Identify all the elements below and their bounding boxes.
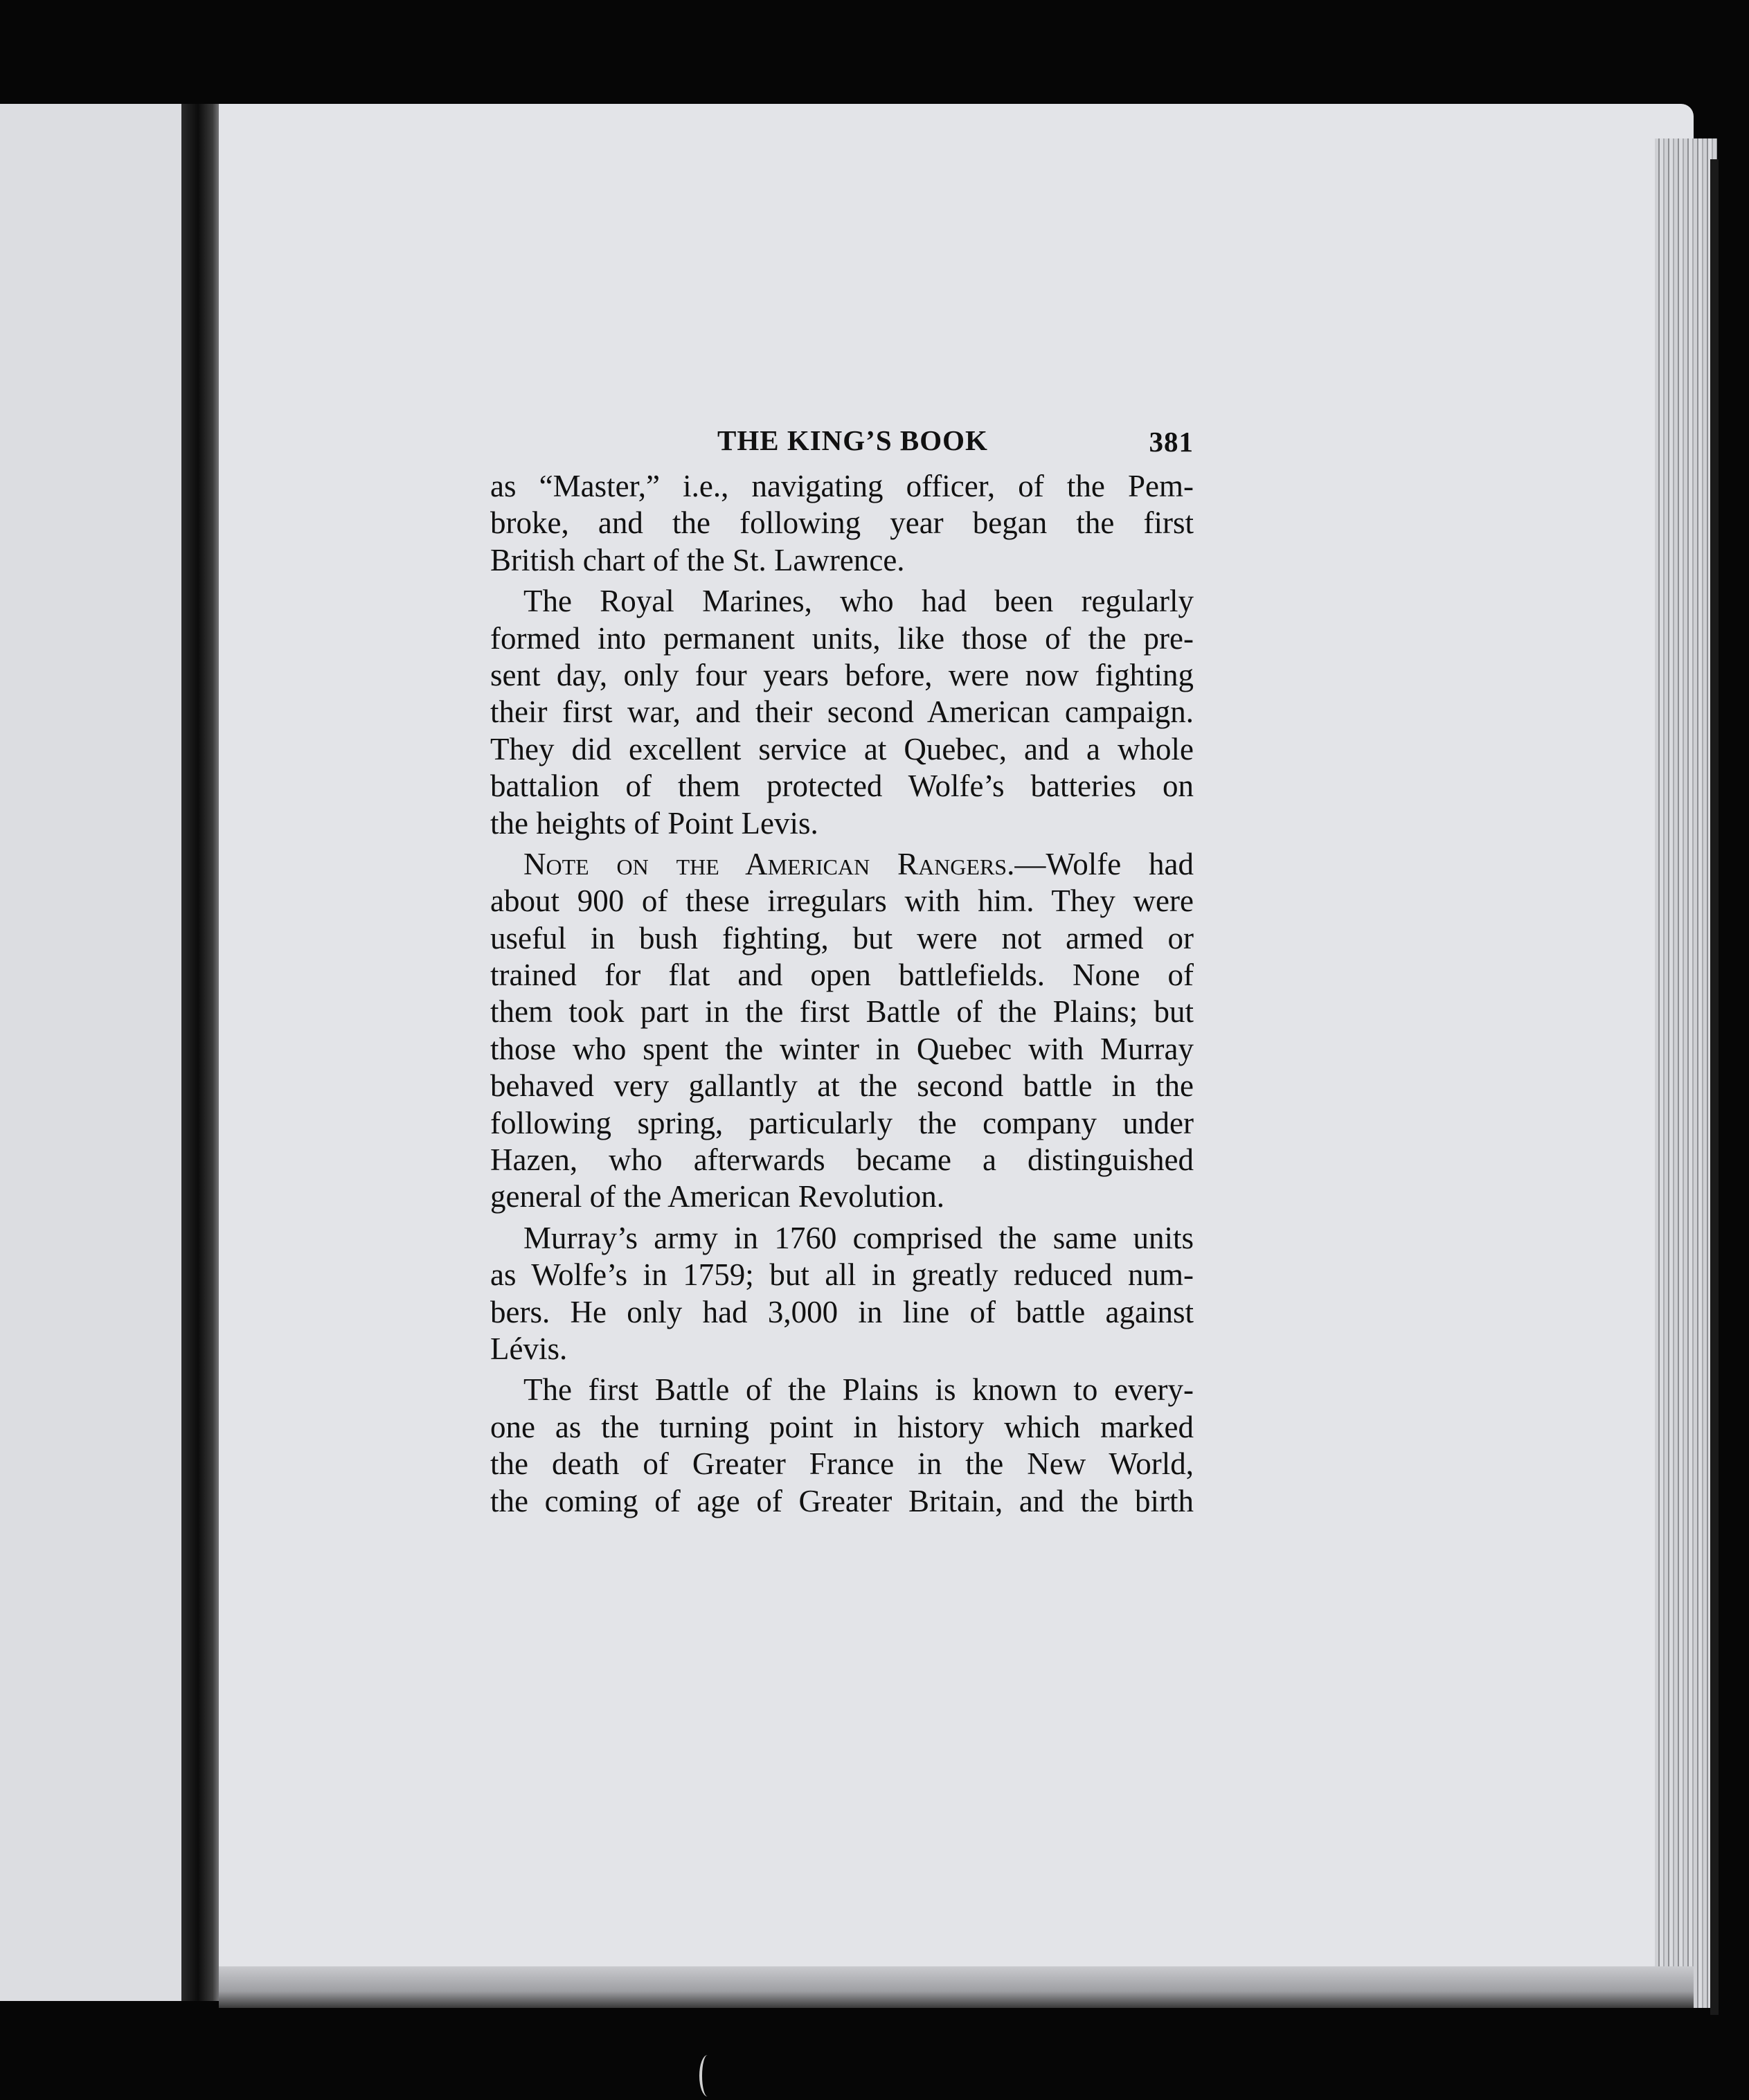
- text-line: the death of Greater France in the New World,: [490, 1446, 1194, 1482]
- page-number: 381: [1149, 426, 1194, 458]
- paragraph-note-rangers: [490, 846, 1194, 1216]
- text-line: those who spent the winter in Quebec with Murray: [490, 1031, 1194, 1066]
- text-line: The Royal Marines, who had been regularly: [523, 584, 1194, 619]
- text-line: one as the turning point in history which marked: [490, 1409, 1194, 1444]
- text-line: the heights of Point Levis.: [490, 805, 818, 841]
- text-line: Lévis.: [490, 1331, 568, 1366]
- text-line: Hazen, who afterwards became a distinguished: [490, 1142, 1194, 1178]
- text-line: formed into permanent units, like those of the pre-: [490, 620, 1194, 656]
- text-line: general of the American Revolution.: [490, 1179, 945, 1214]
- scan-artifact-mark: [699, 2055, 716, 2097]
- text-line: [490, 846, 1194, 883]
- text-line: their first war, and their second American campaign.: [490, 694, 1194, 730]
- text-line: battalion of them protected Wolfe’s batteries on: [490, 769, 1194, 804]
- running-head: [490, 424, 1194, 468]
- text-line: British chart of the St. Lawrence.: [490, 542, 905, 577]
- paragraph: [490, 468, 1194, 579]
- note-heading-continuation: —Wolfe had: [1014, 846, 1194, 881]
- text-line: They did excellent service at Quebec, and a whole: [490, 731, 1194, 766]
- page-text-block: [490, 424, 1194, 1520]
- paragraph: [490, 583, 1194, 842]
- text-line: as Wolfe’s in 1759; but all in greatly reduced num-: [490, 1257, 1194, 1293]
- paragraph: [490, 1372, 1194, 1520]
- text-line: as “Master,” i.e., navigating officer, of the Pem-: [490, 469, 1194, 503]
- text-line: trained for flat and open battlefields. None of: [490, 958, 1194, 993]
- page-bottom-edge: [219, 1966, 1694, 2008]
- text-line: broke, and the following year began the first: [490, 505, 1194, 541]
- text-line: bers. He only had 3,000 in line of battle against: [490, 1294, 1194, 1329]
- text-line: The first Battle of the Plains is known to every-: [523, 1372, 1194, 1408]
- note-heading: Note on the American Rangers.: [523, 846, 1015, 881]
- text-line: useful in bush fighting, but were not armed or: [490, 920, 1194, 955]
- book-cover-edge: [1710, 159, 1719, 2015]
- text-line: behaved very gallantly at the second battle in the: [490, 1068, 1194, 1104]
- text-line: following spring, particularly the company under: [490, 1105, 1194, 1140]
- text-line: sent day, only four years before, were now fighting: [490, 657, 1194, 692]
- paragraph: [490, 1220, 1194, 1368]
- running-head-title: THE KING’S BOOK: [717, 424, 988, 456]
- text-line: Murray’s army in 1760 comprised the same units: [523, 1220, 1194, 1255]
- book-gutter: [181, 104, 223, 2001]
- text-line: the coming of age of Greater Britain, and the birth: [490, 1483, 1194, 1518]
- text-line: about 900 of these irregulars with him. They were: [490, 883, 1194, 919]
- previous-page-edge: [0, 104, 187, 2001]
- text-line: them took part in the first Battle of the Plains; but: [490, 994, 1194, 1030]
- page-edge-stack: [1655, 138, 1717, 2008]
